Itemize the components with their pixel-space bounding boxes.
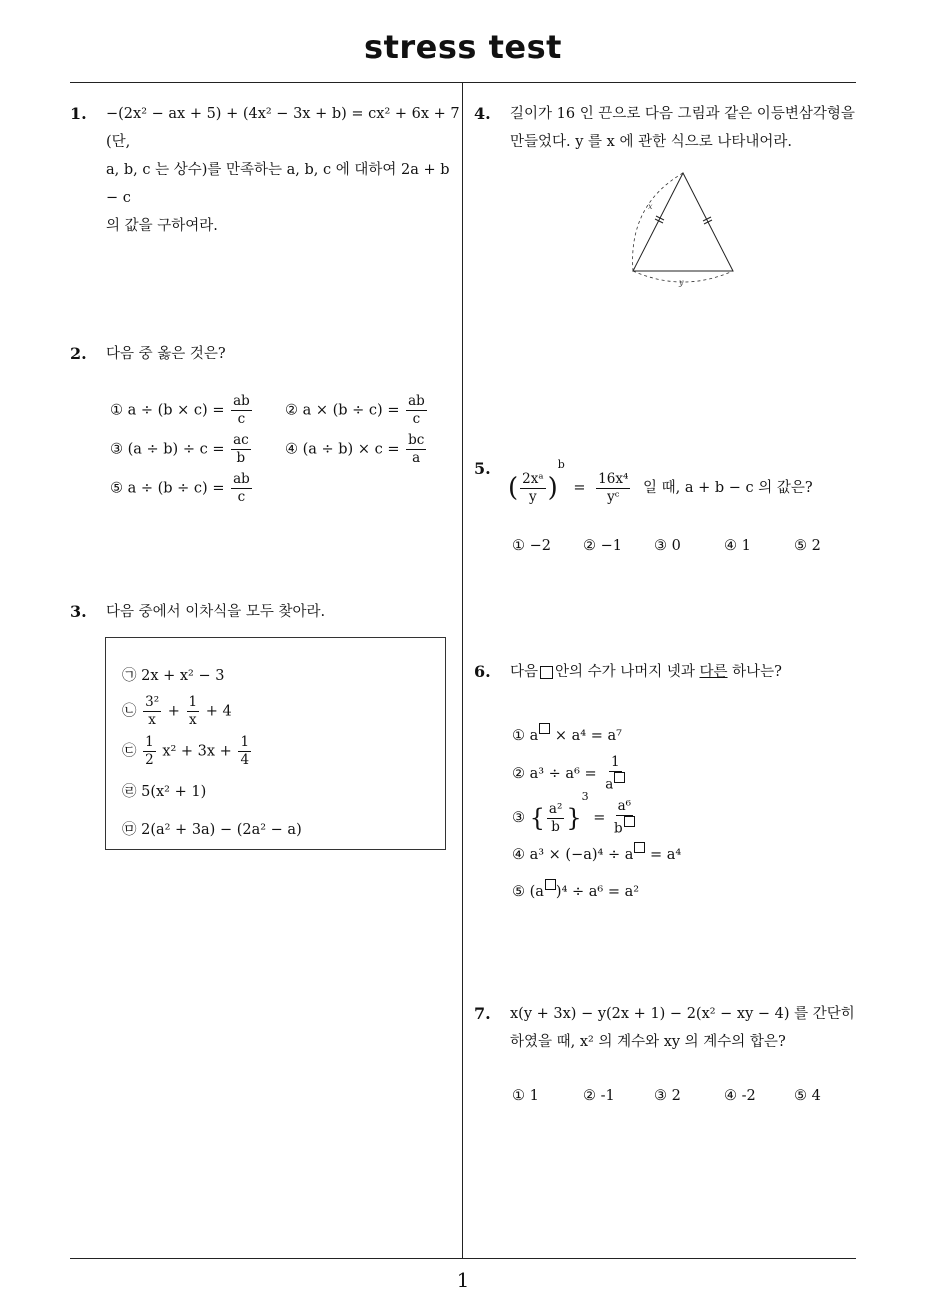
q5-option-1: ① −2 bbox=[512, 538, 551, 554]
question-prompt: 다음 중에서 이차식을 모두 찾아라. bbox=[106, 604, 326, 620]
denominator: x bbox=[188, 712, 197, 728]
q2-option-2 bbox=[285, 393, 429, 428]
q2-option-1 bbox=[110, 393, 254, 428]
denominator-text: b bbox=[614, 820, 623, 837]
q3-item-3 bbox=[122, 734, 253, 769]
q4-line: 길이가 16 인 끈으로 다음 그림과 같은 이등변삼각형을 bbox=[510, 106, 855, 122]
q5-option-4: ④ 1 bbox=[724, 538, 751, 554]
q3-item-5: ㉤ 2(a² + 3a) − (2a² − a) bbox=[122, 822, 302, 838]
numerator: 3² bbox=[145, 694, 160, 710]
q2-option-4 bbox=[285, 432, 428, 467]
question-number: 3. bbox=[70, 602, 87, 621]
numerator: bc bbox=[408, 432, 425, 448]
denominator: a bbox=[412, 450, 421, 466]
fraction bbox=[520, 471, 545, 506]
column-divider bbox=[462, 83, 463, 1258]
option-text: ④ a³ × (−a)⁴ ÷ a bbox=[512, 846, 634, 863]
question-number: 5. bbox=[474, 459, 491, 478]
brace-right: } bbox=[566, 804, 582, 832]
q6-option-2 bbox=[512, 754, 629, 794]
numerator: 1 bbox=[611, 754, 620, 770]
fraction bbox=[231, 471, 252, 506]
item-mark: ㉡ bbox=[122, 703, 137, 720]
q7-line: x(y + 3x) − y(2x + 1) − 2(x² − xy − 4) 를 간단히 bbox=[510, 1006, 855, 1022]
question-number: 4. bbox=[474, 104, 491, 123]
q1-line: −(2x² − ax + 5) + (4x² − 3x + b) = cx² + 6x + 7 (단, bbox=[106, 106, 460, 150]
paren-left: ( bbox=[508, 473, 519, 503]
denominator: c bbox=[237, 411, 246, 427]
option-lhs: ③ (a ÷ b) ÷ c = bbox=[110, 441, 225, 458]
numerator: ab bbox=[233, 471, 250, 487]
exponent: b bbox=[557, 458, 565, 471]
option-text: × a⁴ = a⁷ bbox=[554, 727, 622, 744]
option-text: ② a³ ÷ a⁶ = bbox=[512, 765, 597, 782]
denominator: x bbox=[148, 712, 156, 728]
q3-item-1: ㉠ 2x + x² − 3 bbox=[122, 668, 225, 684]
blank-box-icon bbox=[539, 723, 550, 734]
denominator: 4 bbox=[240, 752, 250, 768]
blank-box-icon bbox=[634, 842, 645, 853]
blank-box-icon bbox=[545, 879, 556, 890]
fraction bbox=[406, 432, 426, 467]
prompt-text: 하나는? bbox=[732, 664, 782, 680]
equals-sign: = bbox=[573, 480, 586, 496]
option-lhs: ⑤ a ÷ (b ÷ c) = bbox=[110, 480, 225, 497]
blank-box-icon bbox=[614, 772, 625, 783]
q5-option-2: ② −1 bbox=[583, 538, 622, 554]
q1-line: 의 값을 구하여라. bbox=[106, 218, 218, 234]
numerator: a⁶ bbox=[617, 798, 632, 815]
item-mark: ㉢ bbox=[122, 743, 137, 760]
option-mark: ③ bbox=[512, 810, 525, 826]
brace-left: { bbox=[529, 804, 545, 832]
fraction bbox=[612, 798, 637, 838]
blank-box-icon bbox=[624, 816, 635, 827]
q7-option-1: ① 1 bbox=[512, 1088, 539, 1104]
term: x² + 3x + bbox=[162, 743, 232, 760]
numerator: ab bbox=[408, 393, 425, 409]
prompt-text: 다음 bbox=[510, 664, 539, 680]
operator: + bbox=[167, 703, 180, 720]
denominator: yᶜ bbox=[607, 488, 620, 505]
question-number: 1. bbox=[70, 104, 87, 123]
denominator: c bbox=[237, 489, 246, 505]
q7-option-3: ③ 2 bbox=[654, 1088, 681, 1104]
question-number: 7. bbox=[474, 1004, 491, 1023]
q6-option-1 bbox=[512, 723, 622, 744]
option-lhs: ① a ÷ (b × c) = bbox=[110, 402, 225, 419]
q5-tail: 일 때, a + b − c 의 값은? bbox=[642, 480, 813, 496]
option-lhs: ② a × (b ÷ c) = bbox=[285, 402, 400, 419]
page-number: 1 bbox=[456, 1268, 470, 1292]
paren-right: ) bbox=[547, 473, 558, 503]
label-y: y bbox=[679, 278, 684, 287]
q5-equation bbox=[508, 458, 813, 506]
blank-box-icon bbox=[540, 666, 553, 679]
question-prompt: 다음 중 옳은 것은? bbox=[106, 346, 226, 362]
q7-line: 하였을 때, x² 의 계수와 xy 의 계수의 합은? bbox=[510, 1034, 786, 1050]
term: + 4 bbox=[205, 703, 232, 720]
header-rule bbox=[70, 82, 856, 83]
denominator-text: a bbox=[605, 776, 614, 793]
option-text: )⁴ ÷ a⁶ = a² bbox=[555, 883, 640, 900]
fraction bbox=[406, 393, 427, 428]
exponent: 3 bbox=[581, 790, 589, 803]
fraction bbox=[143, 734, 156, 769]
denominator: b bbox=[236, 450, 246, 466]
q5-option-5: ⑤ 2 bbox=[794, 538, 821, 554]
fraction bbox=[596, 471, 630, 506]
option-text: ① a bbox=[512, 727, 539, 744]
fraction bbox=[187, 694, 200, 729]
q6-option-3 bbox=[512, 790, 639, 838]
denominator: 2 bbox=[145, 752, 154, 768]
q4-line: 만들었다. y 를 x 에 관한 식으로 나타내어라. bbox=[510, 134, 792, 150]
page-title: stress test bbox=[364, 28, 562, 66]
numerator: a² bbox=[548, 800, 563, 817]
q3-expression-box bbox=[105, 637, 446, 850]
q1-line: a, b, c 는 상수)를 만족하는 a, b, c 에 대하여 2a + b − c bbox=[106, 162, 450, 206]
numerator: ab bbox=[233, 393, 250, 409]
equals-sign: = bbox=[593, 810, 606, 826]
footer-rule bbox=[70, 1258, 856, 1259]
fraction bbox=[143, 694, 161, 729]
q3-item-4: ㉣ 5(x² + 1) bbox=[122, 784, 207, 800]
fraction bbox=[231, 393, 252, 428]
option-text: ⑤ (a bbox=[512, 883, 544, 900]
q7-option-2: ② -1 bbox=[583, 1088, 615, 1104]
q5-option-3: ③ 0 bbox=[654, 538, 681, 554]
numerator: 1 bbox=[188, 694, 198, 710]
question-number: 6. bbox=[474, 662, 491, 681]
numerator: 2xᵃ bbox=[522, 470, 544, 487]
prompt-underlined: 다른 bbox=[699, 664, 728, 680]
denominator: y bbox=[529, 488, 537, 505]
q6-option-4 bbox=[512, 842, 681, 863]
q3-item-2 bbox=[122, 694, 232, 729]
fraction bbox=[238, 734, 251, 769]
fraction bbox=[231, 432, 251, 467]
option-lhs: ④ (a ÷ b) × c = bbox=[285, 441, 400, 458]
option-text: = a⁴ bbox=[649, 846, 682, 863]
denominator bbox=[612, 816, 637, 838]
numerator: 1 bbox=[145, 734, 154, 750]
q7-option-5: ⑤ 4 bbox=[794, 1088, 821, 1104]
label-x: x bbox=[648, 202, 653, 211]
question-number: 2. bbox=[70, 344, 87, 363]
prompt-text: 안의 수가 나머지 넷과 bbox=[555, 664, 695, 680]
isosceles-triangle-figure bbox=[620, 165, 750, 295]
q6-option-5 bbox=[512, 879, 639, 900]
numerator: ac bbox=[233, 432, 249, 448]
denominator: b bbox=[551, 818, 560, 835]
q2-option-5 bbox=[110, 471, 254, 506]
numerator: 16x⁴ bbox=[598, 470, 629, 487]
numerator: 1 bbox=[240, 734, 250, 750]
fraction bbox=[547, 801, 564, 836]
q7-option-4: ④ -2 bbox=[724, 1088, 756, 1104]
denominator: c bbox=[412, 411, 421, 427]
fraction bbox=[603, 754, 627, 794]
q2-option-3 bbox=[110, 432, 253, 467]
